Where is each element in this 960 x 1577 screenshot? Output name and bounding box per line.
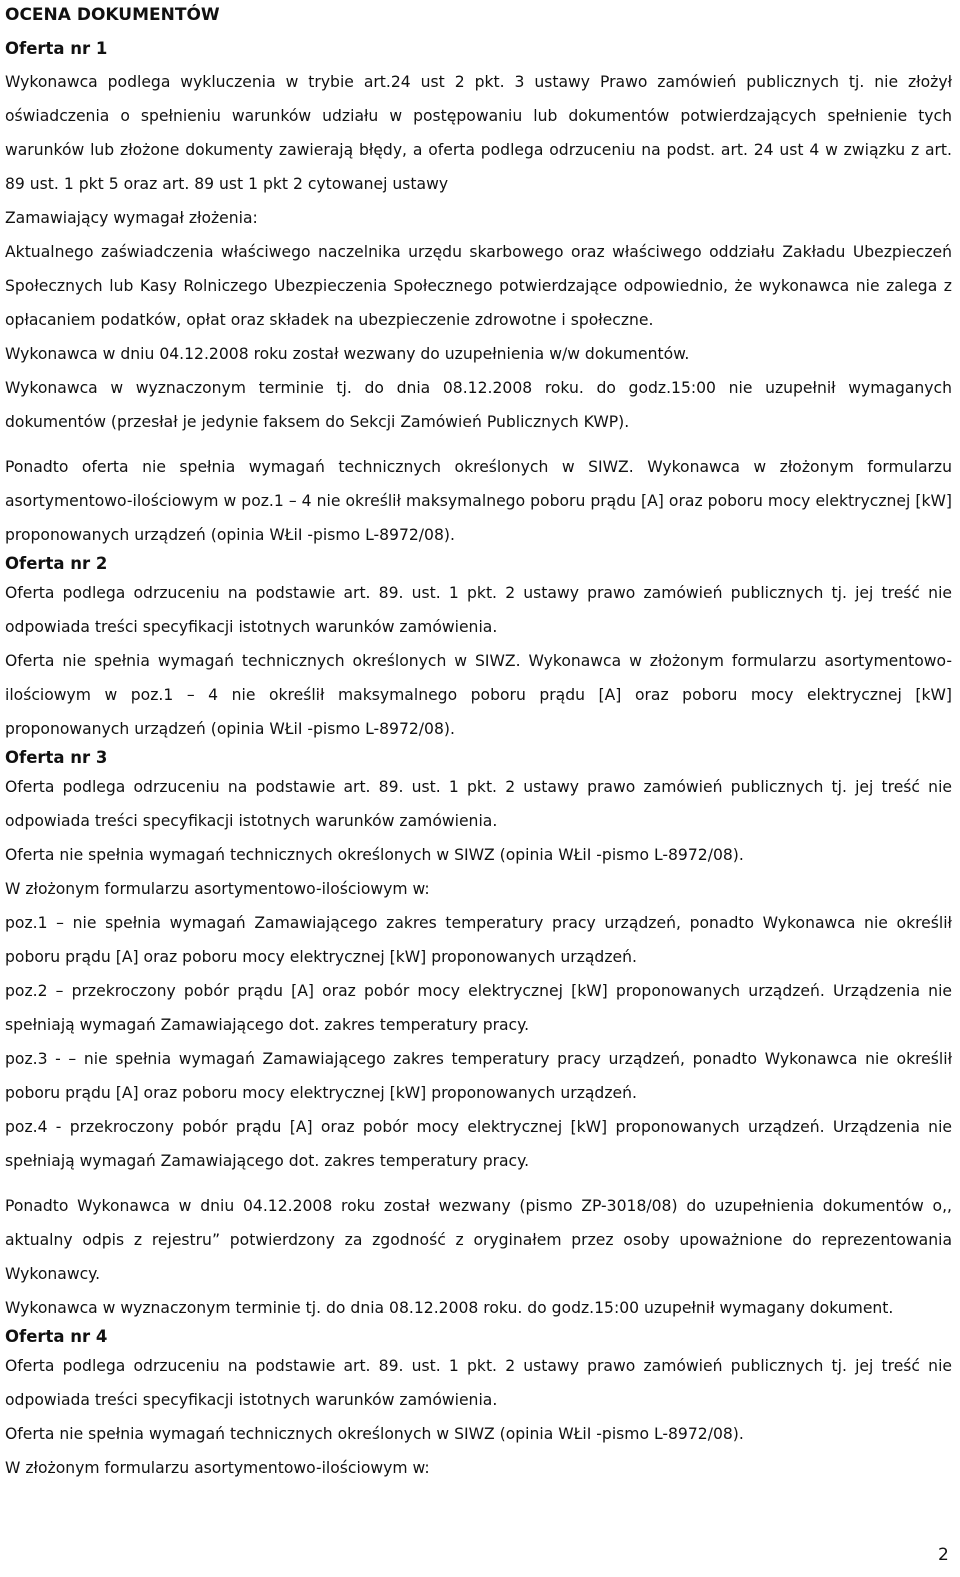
offer-1-paragraph: Ponadto oferta nie spełnia wymagań technicznych określonych w SIWZ. Wykonawca w złożonym formularzu asortymentowo-ilościowym w poz.1 – 4 nie określił maksymalnego poboru prądu [A] oraz poboru mocy elektrycznej [kW] proponowanych urządzeń (opinia WŁiI -pismo L-8972/08). [5,458,952,544]
offer-1-paragraph: Wykonawca w wyznaczonym terminie tj. do dnia 08.12.2008 roku. do godz.15:00 nie uzupełnił wymaganych dokumentów (przesłał je jedynie faksem do Sekcji Zamówień Publicznych KWP). [5,379,952,431]
offer-3-item: poz.1 – nie spełnia wymagań Zamawiającego zakres temperatury pracy urządzeń, ponadto Wykonawca nie określił poboru prądu [A] oraz poboru mocy elektrycznej [kW] proponowanych urządzeń. [5,914,952,966]
offer-4-heading: Oferta nr 4 [5,1327,108,1346]
offer-1-paragraph: Wykonawca w dniu 04.12.2008 roku został wezwany do uzupełnienia w/w dokumentów. [5,345,690,363]
offer-2-paragraph: Oferta podlega odrzuceniu na podstawie art. 89. ust. 1 pkt. 2 ustawy prawo zamówień publicznych tj. jej treść nie odpowiada treści specyfikacji istotnych warunków zamówienia. [5,584,952,636]
page-number: 2 [938,1545,949,1565]
offer-3-paragraph: Wykonawca w wyznaczonym terminie tj. do dnia 08.12.2008 roku. do godz.15:00 uzupełnił wymagany dokument. [5,1299,894,1317]
offer-1-heading: Oferta nr 1 [5,39,108,58]
offer-3-paragraph: Ponadto Wykonawca w dniu 04.12.2008 roku został wezwany (pismo ZP-3018/08) do uzupełnienia dokumentów o,, aktualny odpis z rejestru” potwierdzony za zgodność z oryginałem przez osoby upoważnione do reprezentowania Wykonawcy. [5,1197,952,1283]
document-page [5,0,952,1485]
offer-3-item: poz.3 - – nie spełnia wymagań Zamawiającego zakres temperatury pracy urządzeń, ponadto Wykonawca nie określił poboru prądu [A] oraz poboru mocy elektrycznej [kW] proponowanych urządzeń. [5,1050,952,1102]
offer-4-paragraph: W złożonym formularzu asortymentowo-ilościowym w: [5,1459,430,1477]
offer-2-paragraph: Oferta nie spełnia wymagań technicznych określonych w SIWZ. Wykonawca w złożonym formularzu asortymentowo-ilościowym w poz.1 – 4 nie określił maksymalnego poboru prądu [A] oraz poboru mocy elektrycznej [kW] proponowanych urządzeń (opinia WŁiI -pismo L-8972/08). [5,652,952,738]
offer-3-item: poz.2 – przekroczony pobór prądu [A] oraz pobór mocy elektrycznej [kW] proponowanych urządzeń. Urządzenia nie spełniają wymagań Zamawiającego dot. zakres temperatury pracy. [5,982,952,1034]
offer-1-paragraph: Wykonawca podlega wykluczenia w trybie art.24 ust 2 pkt. 3 ustawy Prawo zamówień publicznych tj. nie złożył oświadczenia o spełnieniu warunków udziału w postępowaniu lub dokumentów potwierdzających spełnienie tych warunków lub złożone dokumenty zawierają błędy, a oferta podlega odrzuceniu na podst. art. 24 ust 4 w związku z art. 89 ust. 1 pkt 5 oraz art. 89 ust 1 pkt 2 cytowanej ustawy [5,73,952,193]
offer-4-paragraph: Oferta nie spełnia wymagań technicznych określonych w SIWZ (opinia WŁiI -pismo L-8972/08). [5,1425,744,1443]
offer-3-paragraph: Oferta nie spełnia wymagań technicznych określonych w SIWZ (opinia WŁiI -pismo L-8972/08). [5,846,744,864]
offer-3-paragraph: W złożonym formularzu asortymentowo-ilościowym w: [5,880,430,898]
offer-3-item: poz.4 - przekroczony pobór prądu [A] oraz pobór mocy elektrycznej [kW] proponowanych urządzeń. Urządzenia nie spełniają wymagań Zamawiającego dot. zakres temperatury pracy. [5,1118,952,1170]
offer-2-heading: Oferta nr 2 [5,554,108,573]
offer-3-heading: Oferta nr 3 [5,748,108,767]
offer-1-paragraph: Aktualnego zaświadczenia właściwego naczelnika urzędu skarbowego oraz właściwego oddziału Zakładu Ubezpieczeń Społecznych lub Kasy Rolniczego Ubezpieczenia Społecznego potwierdzające odpowiednio, że wykonawca nie zalega z opłacaniem podatków, opłat oraz składek na ubezpieczenie zdrowotne i społeczne. [5,243,952,329]
offer-3-paragraph: Oferta podlega odrzuceniu na podstawie art. 89. ust. 1 pkt. 2 ustawy prawo zamówień publicznych tj. jej treść nie odpowiada treści specyfikacji istotnych warunków zamówienia. [5,778,952,830]
document-title: OCENA DOKUMENTÓW [5,5,220,25]
offer-4-paragraph: Oferta podlega odrzuceniu na podstawie art. 89. ust. 1 pkt. 2 ustawy prawo zamówień publicznych tj. jej treść nie odpowiada treści specyfikacji istotnych warunków zamówienia. [5,1357,952,1409]
offer-1-paragraph: Zamawiający wymagał złożenia: [5,209,258,227]
